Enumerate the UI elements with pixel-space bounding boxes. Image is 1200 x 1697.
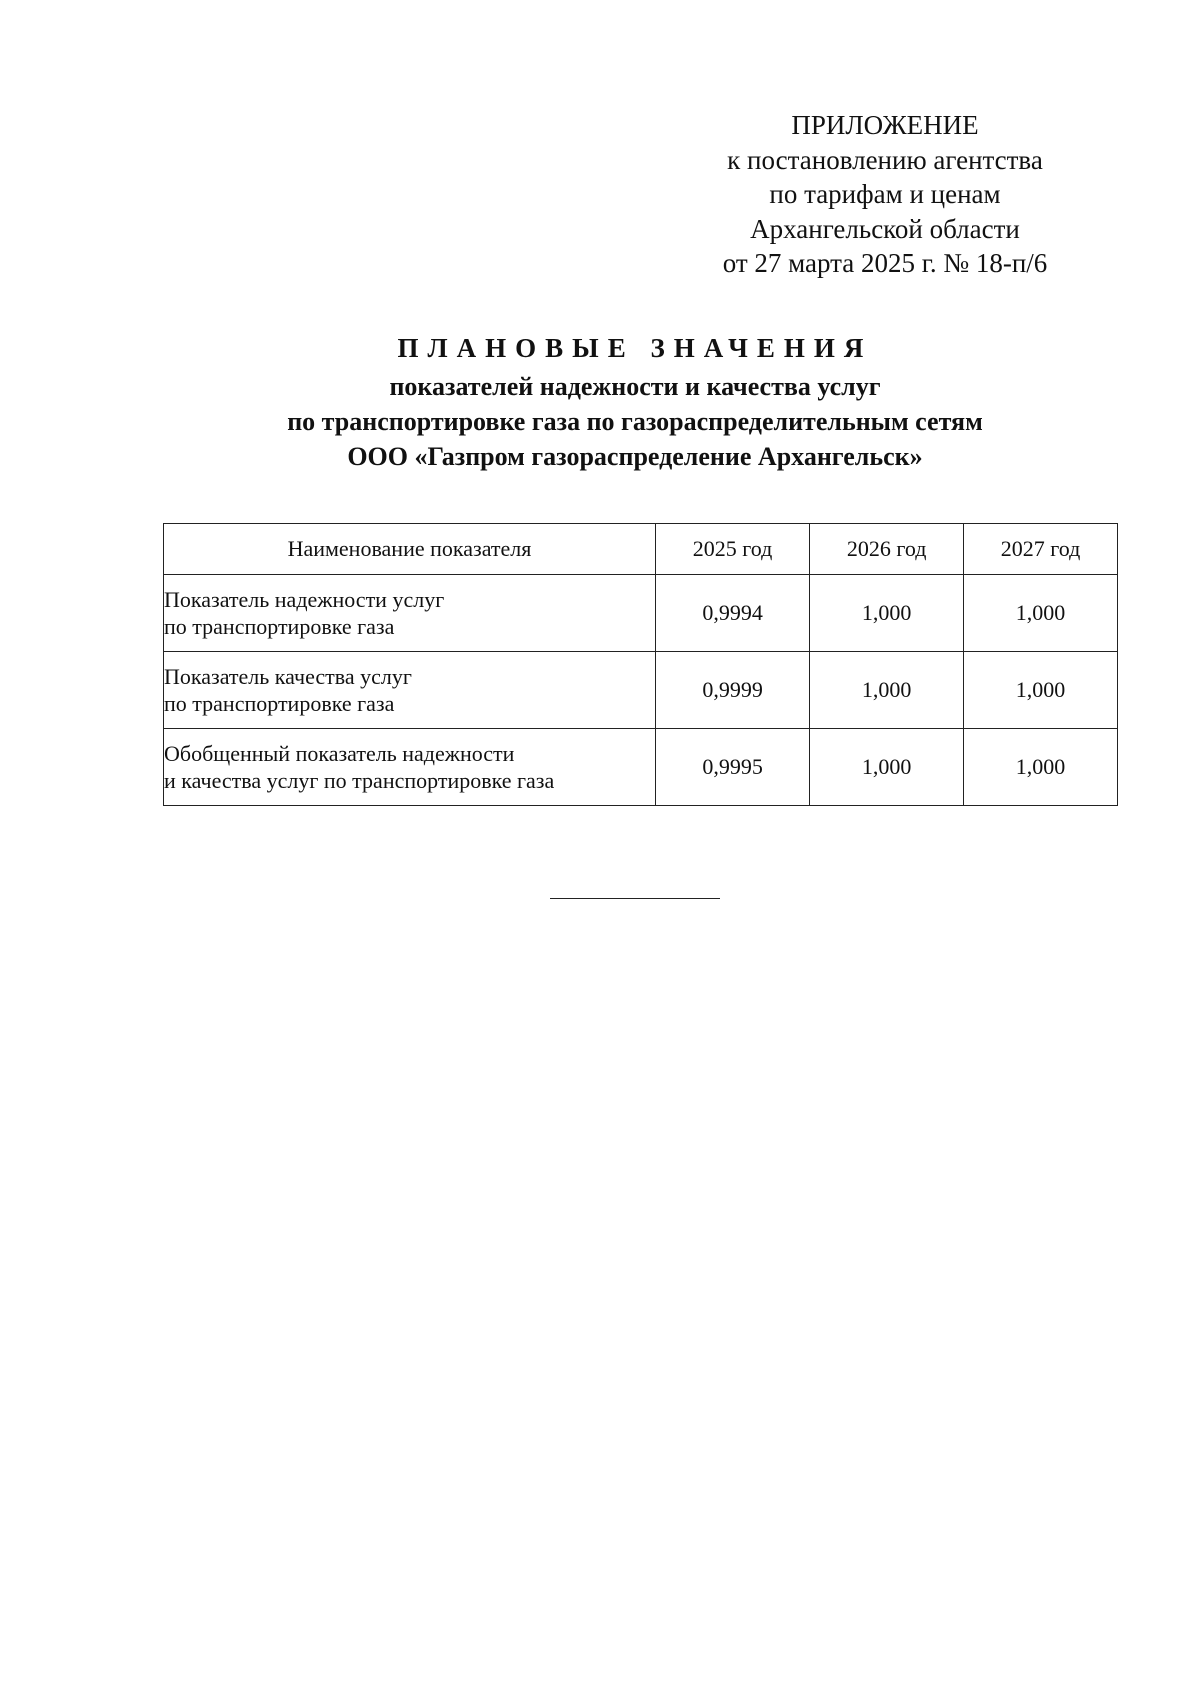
- indicator-name-cell: [164, 729, 656, 806]
- value-2025: 0,9999: [655, 652, 809, 729]
- indicator-name-line: и качества услуг по транспортировке газа: [164, 768, 555, 793]
- header-year-2026: 2026 год: [810, 524, 964, 575]
- title-line: показателей надежности и качества услуг: [389, 371, 881, 401]
- value-2027: 1,000: [964, 652, 1118, 729]
- indicator-name-line: по транспортировке газа: [164, 614, 395, 639]
- indicator-name-line: Показатель надежности услуг: [164, 586, 445, 612]
- appendix-header: [700, 108, 1070, 281]
- title-line: по транспортировке газа по газораспределительным сетям: [287, 407, 983, 437]
- table-row: [164, 652, 1118, 729]
- appendix-line: Архангельской области: [750, 213, 1020, 244]
- value-2025: 0,9994: [655, 575, 809, 652]
- value-2027: 1,000: [964, 575, 1118, 652]
- appendix-line: к постановлению агентства: [727, 144, 1043, 175]
- header-year-2025: 2025 год: [655, 524, 809, 575]
- indicator-name-line: Показатель качества услуг: [164, 663, 412, 689]
- value-2026: 1,000: [810, 729, 964, 806]
- table-header-row: [164, 524, 1118, 575]
- header-indicator-name: Наименование показателя: [164, 524, 656, 575]
- header-year-2027: 2027 год: [964, 524, 1118, 575]
- indicator-name-cell: [164, 652, 656, 729]
- value-2026: 1,000: [810, 652, 964, 729]
- indicator-name-cell: [164, 575, 656, 652]
- indicator-name-line: по транспортировке газа: [164, 691, 395, 716]
- value-2026: 1,000: [810, 575, 964, 652]
- appendix-heading: ПРИЛОЖЕНИЕ: [791, 110, 979, 140]
- table-row: [164, 575, 1118, 652]
- value-2027: 1,000: [964, 729, 1118, 806]
- appendix-line: по тарифам и ценам: [769, 179, 1001, 210]
- title-company: ООО «Газпром газораспределение Архангельск»: [347, 442, 923, 472]
- indicator-name-line: Обобщенный показатель надежности: [164, 740, 515, 766]
- value-2025: 0,9995: [655, 729, 809, 806]
- indicators-table: [163, 523, 1118, 806]
- end-divider: [550, 898, 720, 899]
- title-main: ПЛАНОВЫЕ ЗНАЧЕНИЯ: [397, 333, 873, 363]
- document-title: [160, 330, 1110, 475]
- table-row: [164, 729, 1118, 806]
- appendix-date-number: от 27 марта 2025 г. № 18-п/6: [722, 248, 1048, 279]
